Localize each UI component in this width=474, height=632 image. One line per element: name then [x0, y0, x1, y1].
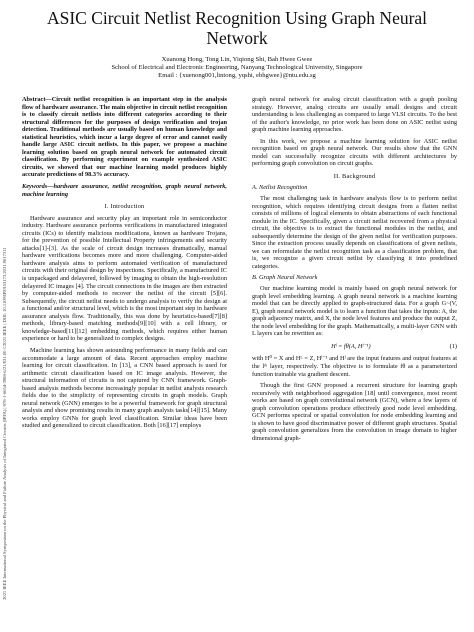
paragraph: Machine learning has shown astounding performance in many fields and can accommodate a large amount of data. Recent approaches employ machine learning for circuit classification. In [13], a CNN based approach is used for arithmetic circuit classification based on IC image analysis. However, the structural information of circuits is not captured by CNN framework. Graph-based analysis methods become increasingly popular in netlist analysis research fields due to the simplicity of representing circuits in graph models. Graph neural network (GNN) emerges to be a powerful framework for graph structural analysis and show promising results in many graph analysis tasks[14][15]. Many works employ GNNs for graph level classification. Similar ideas have been studied and generalized to circuit classification. Both [16][17] employs: [22, 346, 227, 430]
subsection-heading: A. Netlist Recognition: [252, 184, 308, 192]
paragraph: Our machine learning model is mainly based on graph neural network for graph level embedding learning. A graph neural network is a machine learning model that can be directly applied to graph-structured data. For a graph G~(V, E), graph neural network model is to learn a function that takes the inputs: A, the graph adjacency matrix, and X, the node level features and produce the output Z, the node level embedding for the graph. Mathematically, a multi-layer GNN with L layers can be rewritten as:: [252, 285, 457, 338]
author-email: Email : {xuenong001,lintong, yqshi, ebhgwee}@ntu.edu.sg: [158, 72, 316, 79]
author-block: [20, 56, 454, 80]
author-names: Xuanong Hong, Tong Lin, Yiqiong Shi, Bah Hwee Gwee: [161, 56, 313, 63]
equation: [252, 343, 457, 351]
author-affiliation: School of Electrical and Electronic Engineering, Nanyang Technological University, Singapore: [111, 64, 363, 71]
right-column: [252, 96, 457, 442]
equation-body: Hˡ = fθ(A, Hˡ⁻¹): [331, 342, 371, 350]
section-heading: II. Background: [333, 172, 376, 180]
keywords: Keywords—hardware assurance, netlist recognition, graph neural network, machine learning: [22, 183, 227, 198]
paragraph: graph neural network for analog circuit classification with a graph pooling strategy. However, analog circuits are usually small designs and circuit understanding is less challenging as compared to large VLSI circuits. To the best of the author's knowledge, no prior work has been done on ASIC netlist using graph machine learning approaches.: [252, 96, 457, 134]
paragraph: Though the first GNN proposed a recurrent structure for learning graph recursively with neighborhood aggregation [18] until convergence, most recent works are based on graph convolutional network (GCN), where a few layers of graph convolution operations produce effectively good node level embedding. GCN performs spectral or spatial convolution for node embedding learning and is shown to have good discriminative power of different graph structures. Spatial graph convolution generalizes from the convolution in image domain to higher dimensional graph-: [252, 382, 457, 442]
paper-title: ASIC Circuit Netlist Recognition Using Graph Neural Network: [46, 8, 428, 48]
left-column: [22, 96, 227, 430]
abstract: Abstract—Circuit netlist recognition is an important step in the analysis flow of hardware assurance. The main objective in circuit netlist recognition is to classify circuit netlists into different categories according to their structural differences for the purposes of design verification and trojan detection. Traditional methods are usually based on human knowledge and statistical heuristics, which incur a large degree of error and cannot easily handle large ASIC circuit netlists. In this paper, we propose a machine learning solution based on graph neural network for automated circuit classification. By performing experiment on example synthesized ASIC circuits, we showed that our machine learning model produces highly accurate predictions of 98.3% accuracy.: [22, 96, 227, 179]
subsection-heading: B. Graph Neural Network: [252, 274, 318, 282]
publication-info: 2021 IEEE International Symposium on the Physical and Failure Analysis of Integrated Circuits (IPFA) | 978-1-6654-3988-6/21/$31.00 ©2021 IEEE | DOI: 10.1109/IPFA53173.2021.9617311: [2, 247, 7, 600]
paragraph: Hardware assurance and security play an important role in semiconductor industry. Hardware assurance performs verifications in manufactured integrated circuits (ICs) to identify malicious modifications, known as hardware Trojans, for the prevention of possible Intellectual Property infringements and security attacks[1]-[3]. As the scale of circuit design increases dramatically, manual hardware verifications becomes more and more challenging. Computer-aided hardware analysis aims to perform automated verification of manufactured circuits with their original design by inspections. Specifically, a manufactured IC is unpackaged and delayered, followed by imaging to obtain the high-resolution delayered IC images [4]. The circuit connections in the images are then extracted by computer-aided methods to recover the netlist of the circuit [5][6]. Subsequently, the circuit netlist needs to undergo analysis to verify the design at a functional and/or structural level, which is the most important step in hardware assurance analysis flow. Traditionally, this was done by heuristics-based[7][8] methods, library-based matching methods[9][10] with a cell library, or knowledge-based[11][12] embedding methods, which requires either human experience or hard to be generalized to complex designs.: [22, 214, 227, 343]
paragraph: with H⁰ = X and Hᴸ = Z, Hˡ⁻¹ and Hˡ are the input features and output features at the lᵗʰ layer, respectively. The objective is to formulate fθ as a parameterized function trainable via gradient descent.: [252, 355, 457, 378]
equation-number: (1): [449, 342, 457, 350]
paragraph: In this work, we propose a machine learning solution for ASIC netlist recognition based on graph neural network. Our results show that the GNN model can successfully recognize circuits with different architectures by performing graph convolution on circuit graphs.: [252, 137, 457, 168]
section-heading: I. Introduction: [104, 203, 145, 211]
publication-sidebar: [2, 80, 14, 600]
paragraph: The most challenging task in hardware analysis flow is to perform netlist recognition, which requires identifying circuit designs from a flatten netlist consists of millions of logical elements to obtain abstractions of each functional module in the IC. Specifically, given a circuit netlist recovered from a physical circuit, the objective is to extract the functional modules in the netlist, and subsequently determine the design of the given netlist for verification purposes. Since the extraction process usually depends on classifications of given netlists, we can reformulate the netlist recognition task as a classification problem, that is, we recognize a given circuit netlist by classifying it into predefined categories.: [252, 195, 457, 270]
